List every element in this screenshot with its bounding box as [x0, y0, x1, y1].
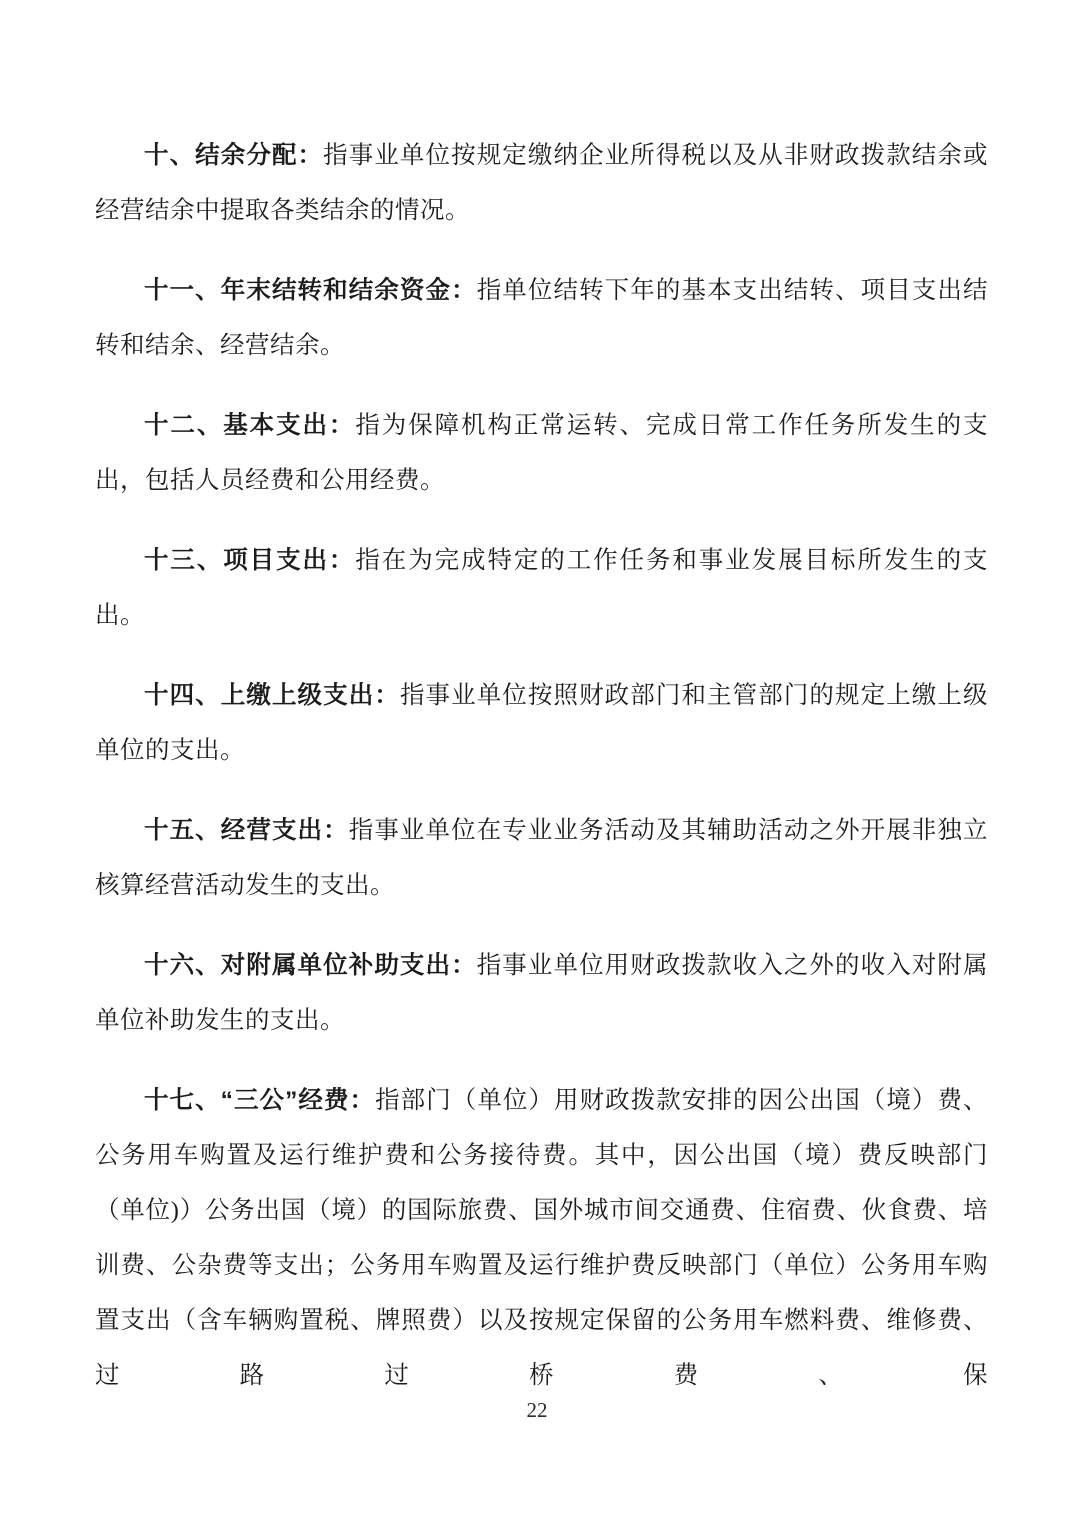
- definition-term: 十七、“三公”经费：: [144, 1087, 376, 1114]
- definition-text: 指单位结转下年的基本支出结转、项目支出结转和结余、经营结余。: [95, 277, 988, 359]
- definition-term: 十二、基本支出：: [144, 412, 356, 439]
- definition-paragraph-11: [95, 263, 988, 373]
- definition-text: 指事业单位按照财政部门和主管部门的规定上缴上级单位的支出。: [95, 682, 988, 764]
- page-number: 22: [526, 1398, 548, 1422]
- definition-paragraph-14: [95, 668, 988, 778]
- definition-term: 十三、项目支出：: [144, 547, 356, 574]
- definition-text: 指为保障机构正常运转、完成日常工作任务所发生的支出，包括人员经费和公用经费。: [95, 412, 989, 494]
- definition-term: 十一、年末结转和结余资金：: [144, 277, 477, 304]
- definition-text: 指部门（单位）用财政拨款安排的因公出国（境）费、公务用车购置及运行维护费和公务接待费。其中，因公出国（境）费反映部门（单位)）公务出国（境）的国际旅费、国外城市间交通费、住宿费、伙食费、培训费、公杂费等支出；公务用车购置及运行维护费反映部门（单位）公务用车购置支出（含车辆购置税、牌照费）以及按规定保留的公务用车燃料费、维修费、过路过桥费、保: [95, 1087, 989, 1389]
- definition-term: 十、结余分配：: [144, 142, 324, 169]
- definition-term: 十六、对附属单位补助支出：: [144, 952, 477, 979]
- definition-paragraph-12: [95, 398, 988, 508]
- definition-paragraph-13: [95, 533, 988, 643]
- definition-text: 指事业单位在专业业务活动及其辅助活动之外开展非独立核算经营活动发生的支出。: [95, 817, 988, 899]
- definition-term: 十五、经营支出：: [144, 817, 349, 844]
- definition-text: 指在为完成特定的工作任务和事业发展目标所发生的支出。: [95, 547, 989, 629]
- definition-term: 十四、上缴上级支出：: [144, 682, 400, 709]
- definition-paragraph-15: [95, 803, 988, 913]
- definition-paragraph-17: [95, 1073, 988, 1403]
- definition-text: 指事业单位按规定缴纳企业所得税以及从非财政拨款结余或经营结余中提取各类结余的情况。: [95, 142, 988, 224]
- definition-paragraph-10: [95, 128, 988, 238]
- document-body: [95, 128, 988, 1428]
- definition-text: 指事业单位用财政拨款收入之外的收入对附属单位补助发生的支出。: [95, 952, 988, 1034]
- definition-paragraph-16: [95, 938, 988, 1048]
